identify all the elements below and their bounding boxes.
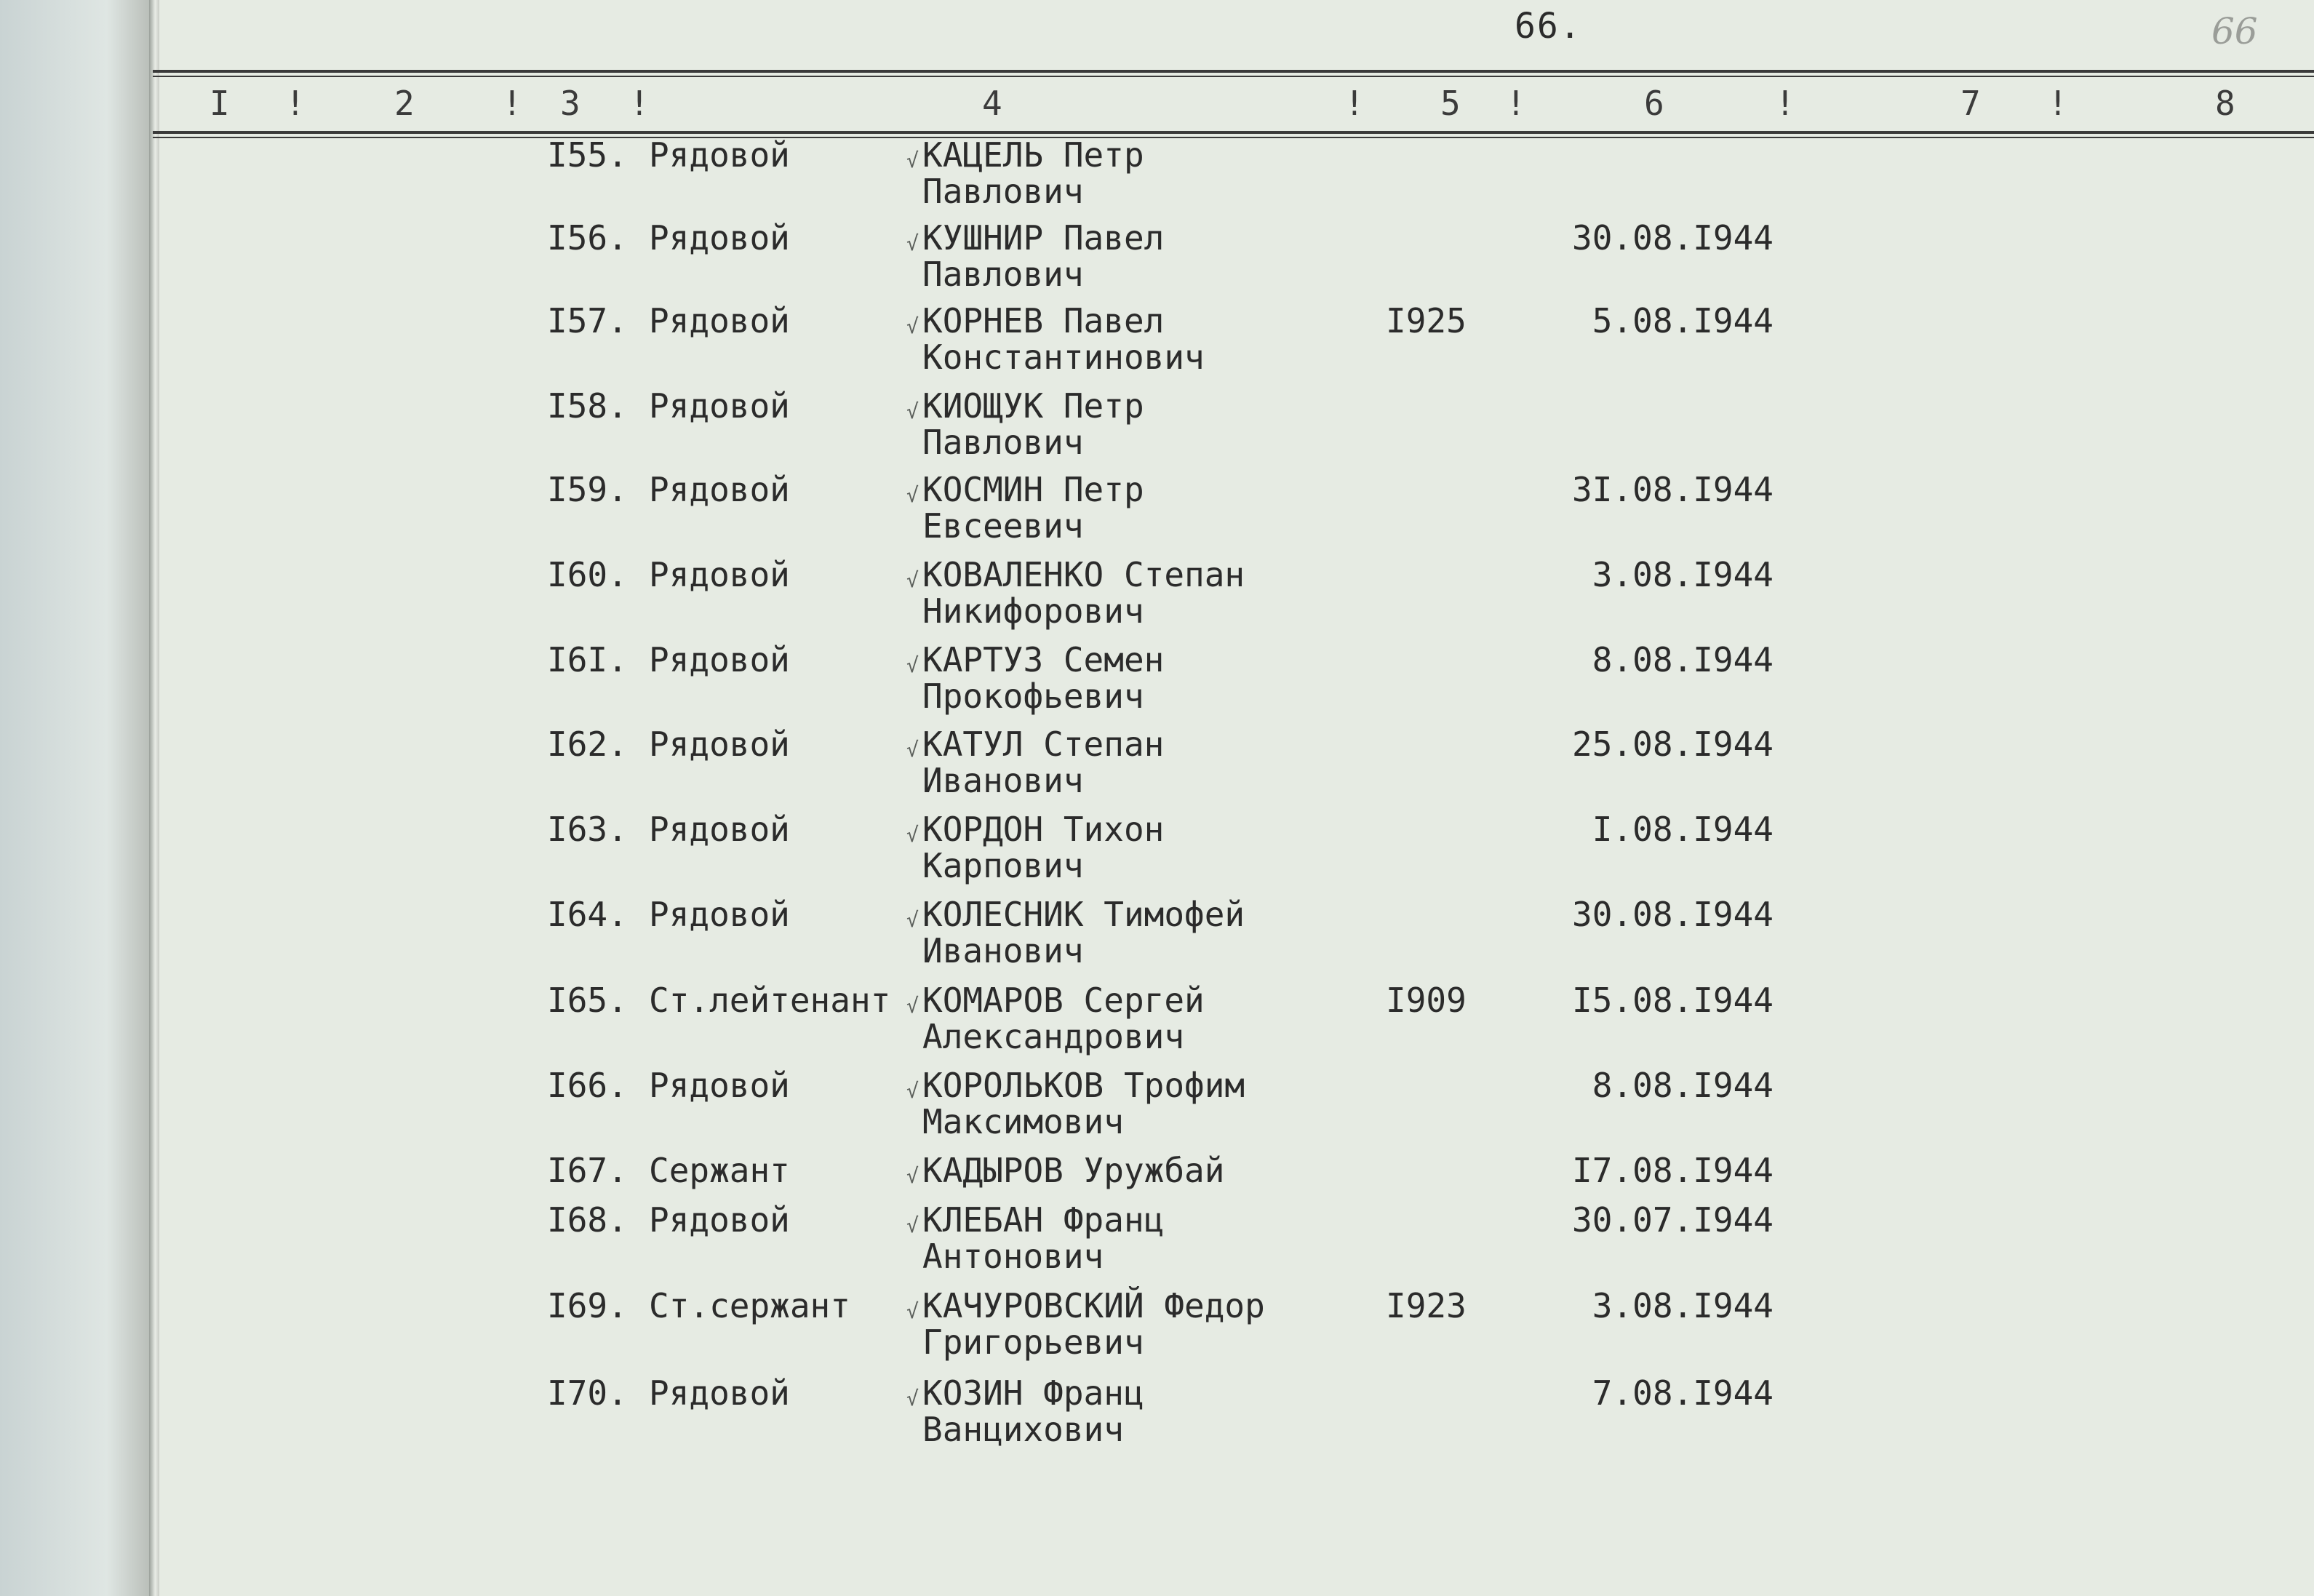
- entry-rank: Рядовой: [649, 470, 790, 509]
- entry-surname-first-name: КИОЩУК Петр: [922, 386, 1144, 426]
- entry-patronymic: Константинович: [922, 338, 1205, 377]
- entry-number: I58.: [547, 386, 628, 426]
- header-top-rule-thin: [153, 76, 2314, 77]
- entry-full-name: [922, 642, 1164, 714]
- entry-rank: Ст.лейтенант: [649, 981, 891, 1020]
- entry-number: I67.: [547, 1151, 628, 1190]
- header-separator: !: [502, 84, 522, 123]
- handwritten-page-number: 66: [2211, 10, 2258, 52]
- entry-date: I7.08.I944: [1572, 1151, 1774, 1190]
- header-col-5: 5: [1440, 84, 1461, 123]
- entry-number: I62.: [547, 725, 628, 764]
- entry-patronymic: Никифорович: [922, 591, 1144, 631]
- check-mark-icon: √: [906, 148, 919, 172]
- entry-surname-first-name: КОВАЛЕНКО Степан: [922, 555, 1245, 594]
- entry-rank: Рядовой: [649, 386, 790, 426]
- entry-surname-first-name: КОЛЕСНИК Тимофей: [922, 895, 1245, 934]
- entry-surname-first-name: КОРОЛЬКОВ Трофим: [922, 1066, 1245, 1105]
- entry-patronymic: Максимович: [922, 1102, 1124, 1141]
- check-mark-icon: √: [906, 483, 919, 507]
- entry-birth-year: I925: [1386, 301, 1467, 340]
- entry-date: 3I.08.I944: [1572, 470, 1774, 509]
- entry-surname-first-name: КОСМИН Петр: [922, 470, 1144, 509]
- entry-full-name: [922, 1152, 1224, 1189]
- entry-number: I68.: [547, 1200, 628, 1240]
- check-mark-icon: √: [906, 908, 919, 932]
- header-separator: !: [285, 84, 306, 123]
- entry-number: I57.: [547, 301, 628, 340]
- check-mark-icon: √: [906, 1213, 919, 1237]
- entry-full-name: [922, 303, 1205, 375]
- entry-number: I60.: [547, 555, 628, 594]
- header-col-6: 6: [1644, 84, 1664, 123]
- entry-patronymic: Карпович: [922, 846, 1084, 885]
- check-mark-icon: √: [906, 1164, 919, 1188]
- check-mark-icon: √: [906, 653, 919, 677]
- entry-full-name: [922, 471, 1144, 544]
- entry-patronymic: Павлович: [922, 423, 1084, 462]
- entry-number: I59.: [547, 470, 628, 509]
- entry-patronymic: Александрович: [922, 1017, 1185, 1056]
- entry-rank: Рядовой: [649, 1373, 790, 1413]
- entry-surname-first-name: КОЗИН Франц: [922, 1373, 1144, 1413]
- entry-rank: Ст.сержант: [649, 1286, 850, 1325]
- check-mark-icon: √: [906, 1079, 919, 1103]
- entry-rank: Рядовой: [649, 810, 790, 849]
- entry-rank: Рядовой: [649, 725, 790, 764]
- page-number: 66.: [1515, 6, 1582, 47]
- entry-rank: Рядовой: [649, 895, 790, 934]
- entry-full-name: [922, 1067, 1245, 1140]
- header-separator: !: [1344, 84, 1365, 123]
- entry-date: 5.08.I944: [1592, 301, 1774, 340]
- header-separator: !: [629, 84, 650, 123]
- check-mark-icon: √: [906, 314, 919, 338]
- entry-full-name: [922, 1375, 1144, 1448]
- header-col-8: 8: [2215, 84, 2235, 123]
- check-mark-icon: √: [906, 1386, 919, 1411]
- header-col-7: 7: [1960, 84, 1981, 123]
- entry-patronymic: Иванович: [922, 931, 1084, 970]
- header-col-1: I: [210, 84, 230, 123]
- entry-surname-first-name: КАТУЛ Степан: [922, 725, 1165, 764]
- entry-surname-first-name: КОРНЕВ Павел: [922, 301, 1165, 340]
- check-mark-icon: √: [906, 231, 919, 255]
- entry-birth-year: I923: [1386, 1286, 1467, 1325]
- entry-full-name: [922, 556, 1245, 629]
- entry-number: I55.: [547, 135, 628, 175]
- header-bottom-rule-thin: [153, 137, 2314, 138]
- entry-surname-first-name: КОМАРОВ Сергей: [922, 981, 1205, 1020]
- binding-spine: [149, 0, 159, 1596]
- entry-surname-first-name: КУШНИР Павел: [922, 218, 1165, 258]
- entry-patronymic: Евсеевич: [922, 506, 1084, 546]
- entry-rank: Сержант: [649, 1151, 790, 1190]
- entry-rank: Рядовой: [649, 135, 790, 175]
- entry-rank: Рядовой: [649, 555, 790, 594]
- entry-full-name: [922, 1288, 1265, 1360]
- header-separator: !: [1775, 84, 1795, 123]
- entry-surname-first-name: КЛЕБАН Франц: [922, 1200, 1165, 1240]
- entry-patronymic: Прокофьевич: [922, 677, 1144, 716]
- entry-full-name: [922, 137, 1144, 210]
- entry-patronymic: Антонович: [922, 1237, 1104, 1276]
- entry-full-name: [922, 1202, 1164, 1274]
- entry-full-name: [922, 726, 1164, 799]
- entry-full-name: [922, 220, 1164, 292]
- check-mark-icon: √: [906, 1299, 919, 1323]
- check-mark-icon: √: [906, 994, 919, 1018]
- entry-surname-first-name: КАЦЕЛЬ Петр: [922, 135, 1144, 175]
- left-page-margin: [0, 0, 153, 1596]
- header-bottom-rule: [153, 131, 2314, 134]
- entry-date: 30.08.I944: [1572, 218, 1774, 258]
- check-mark-icon: √: [906, 568, 919, 592]
- header-col-2: 2: [394, 84, 415, 123]
- entry-full-name: [922, 896, 1245, 969]
- entry-number: I65.: [547, 981, 628, 1020]
- check-mark-icon: √: [906, 738, 919, 762]
- entry-date: 3.08.I944: [1592, 555, 1774, 594]
- entry-date: 8.08.I944: [1592, 1066, 1774, 1105]
- entry-number: I63.: [547, 810, 628, 849]
- entry-date: 25.08.I944: [1572, 725, 1774, 764]
- entry-date: I5.08.I944: [1572, 981, 1774, 1020]
- check-mark-icon: √: [906, 823, 919, 847]
- entry-surname-first-name: КОРДОН Тихон: [922, 810, 1165, 849]
- entry-full-name: [922, 388, 1144, 460]
- entry-date: 3.08.I944: [1592, 1286, 1774, 1325]
- entry-rank: Рядовой: [649, 1066, 790, 1105]
- entry-patronymic: Павлович: [922, 172, 1084, 211]
- entry-surname-first-name: КАЧУРОВСКИЙ Федор: [922, 1286, 1265, 1325]
- check-mark-icon: √: [906, 399, 919, 423]
- header-separator: !: [2048, 84, 2068, 123]
- entry-number: I66.: [547, 1066, 628, 1105]
- header-col-4: 4: [982, 84, 1002, 123]
- entry-date: 7.08.I944: [1592, 1373, 1774, 1413]
- entry-patronymic: Павлович: [922, 255, 1084, 294]
- entry-patronymic: Григорьевич: [922, 1322, 1144, 1362]
- entry-date: 30.08.I944: [1572, 895, 1774, 934]
- entry-birth-year: I909: [1386, 981, 1467, 1020]
- entry-rank: Рядовой: [649, 301, 790, 340]
- entry-surname-first-name: КАДЫРОВ Уружбай: [922, 1151, 1225, 1190]
- entry-full-name: [922, 811, 1164, 884]
- entry-rank: Рядовой: [649, 218, 790, 258]
- entry-surname-first-name: КАРТУЗ Семен: [922, 640, 1165, 679]
- entry-rank: Рядовой: [649, 640, 790, 679]
- entry-patronymic: Ванцихович: [922, 1410, 1124, 1449]
- entry-number: I70.: [547, 1373, 628, 1413]
- header-separator: !: [1506, 84, 1526, 123]
- entry-date: 8.08.I944: [1592, 640, 1774, 679]
- entry-number: I56.: [547, 218, 628, 258]
- column-header-row: [153, 81, 2314, 129]
- header-top-rule: [153, 70, 2314, 73]
- entry-number: I6I.: [547, 640, 628, 679]
- header-col-3: 3: [560, 84, 581, 123]
- entry-number: I69.: [547, 1286, 628, 1325]
- entry-patronymic: Иванович: [922, 761, 1084, 800]
- entry-date: 30.07.I944: [1572, 1200, 1774, 1240]
- entry-date: I.08.I944: [1592, 810, 1774, 849]
- entry-full-name: [922, 982, 1205, 1055]
- entry-number: I64.: [547, 895, 628, 934]
- entry-rank: Рядовой: [649, 1200, 790, 1240]
